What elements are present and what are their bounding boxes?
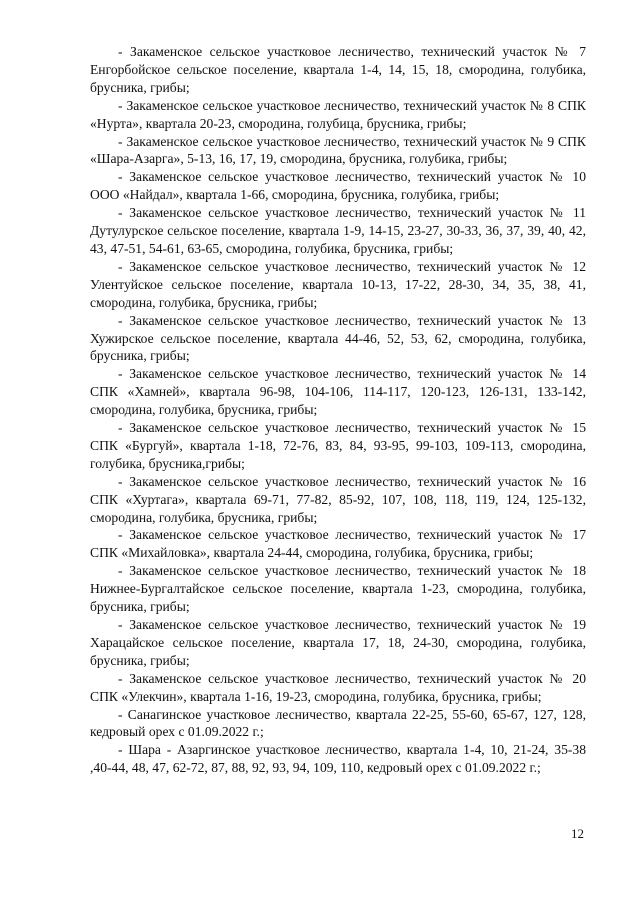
- document-body: [90, 43, 586, 777]
- paragraph-tech-site-18: - Закаменское сельское участковое лесничество, технический участок № 18 Нижнее-Бургалтайское сельское поселение, квартала 1-23, смородина, голубика, брусника, грибы;: [90, 563, 586, 615]
- paragraph-tech-site-9: - Закаменское сельское участковое лесничество, технический участок № 9 СПК «Шара-Азарга», 5-13, 16, 17, 19, смородина, брусника, голубика, грибы;: [90, 133, 586, 167]
- paragraph-tech-site-13: - Закаменское сельское участковое лесничество, технический участок № 13 Хужирское сельское поселение, квартала 44-46, 52, 53, 62, смородина, голубика, брусника, грибы;: [90, 312, 586, 364]
- paragraph-tech-site-15: - Закаменское сельское участковое лесничество, технический участок № 15 СПК «Бургуй», квартала 1-18, 72-76, 83, 84, 93-95, 99-103, 109-113, смородина, голубика, брусника,грибы;: [90, 420, 586, 471]
- paragraph-tech-site-12: - Закаменское сельское участковое лесничество, технический участок № 12 Улентуйское сельское поселение, квартала 10-13, 17-22, 28-30, 34, 35, 38, 41, смородина, голубика, брусника, грибы;: [90, 258, 586, 310]
- paragraph-tech-site-19: - Закаменское сельское участковое лесничество, технический участок № 19 Харацайское сельское поселение, квартала 17, 18, 24-30, смородина, голубика, брусника, грибы;: [90, 617, 586, 668]
- paragraph-tech-site-11: - Закаменское сельское участковое лесничество, технический участок № 11 Дутулурское сельское поселение, квартала 1-9, 14-15, 23-27, 30-33, 36, 37, 39, 40, 42, 43, 47-51, 54-61, 63-65, смородина, голубика, брусника, грибы;: [90, 205, 586, 256]
- paragraph-tech-site-10: - Закаменское сельское участковое лесничество, технический участок № 10 ООО «Найдал», квартала 1-66, смородина, брусника, голубика, грибы;: [90, 169, 586, 203]
- paragraph-shara-azarginskoe: - Шара - Азаргинское участковое лесничество, квартала 1-4, 10, 21-24, 35-38 ,40-44, 48, 47, 62-72, 87, 88, 92, 93, 94, 109, 110, кедровый орех с 01.09.2022 г.;: [90, 742, 586, 776]
- paragraph-tech-site-20: - Закаменское сельское участковое лесничество, технический участок № 20 СПК «Улекчин», квартала 1-16, 19-23, смородина, голубика, брусника, грибы;: [90, 670, 586, 704]
- page-number: 12: [571, 826, 584, 841]
- paragraph-tech-site-8: - Закаменское сельское участковое лесничество, технический участок № 8 СПК «Нурта», квартала 20-23, смородина, голубица, брусника, грибы;: [90, 97, 586, 131]
- paragraph-tech-site-17: - Закаменское сельское участковое лесничество, технический участок № 17 СПК «Михайловка», квартала 24-44, смородина, голубика, брусника, грибы;: [90, 527, 586, 561]
- paragraph-tech-site-7: - Закаменское сельское участковое лесничество, технический участок № 7 Енгорбойское сельское поселение, квартала 1-4, 14, 15, 18, смородина, голубика, брусника, грибы;: [90, 44, 586, 95]
- paragraph-sanaginskoe: - Санагинское участковое лесничество, квартала 22-25, 55-60, 65-67, 127, 128, кедровый орех с 01.09.2022 г.;: [90, 706, 586, 740]
- paragraph-tech-site-16: - Закаменское сельское участковое лесничество, технический участок № 16 СПК «Хуртага», квартала 69-71, 77-82, 85-92, 107, 108, 118, 119, 124, 125-132, смородина, голубика, брусника, грибы;: [90, 473, 586, 525]
- paragraph-tech-site-14: - Закаменское сельское участковое лесничество, технический участок № 14 СПК «Хамней», квартала 96-98, 104-106, 114-117, 120-123, 126-131, 133-142, смородина, голубика, брусника, грибы;: [90, 366, 586, 418]
